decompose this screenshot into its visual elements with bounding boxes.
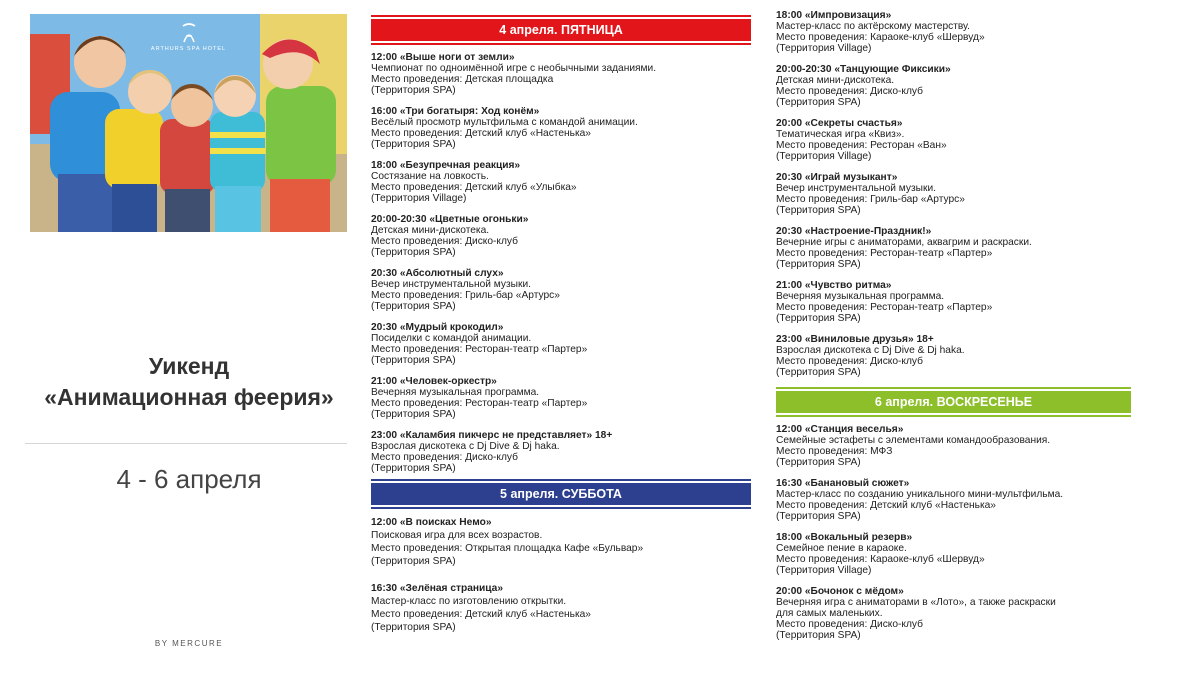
- hotel-logo-text: ARTHURS SPA HOTEL: [150, 46, 227, 52]
- event-item: 16:00 «Три богатыря: Ход конём» Весёлый просмотр мультфильма с командой анимации. Место проведения: Детский клуб «Настенька» (Территория SPA): [371, 106, 638, 150]
- schedule-column-2: [776, 10, 1131, 651]
- day-label: 5 апреля. СУББОТА: [371, 483, 751, 505]
- event-item: 21:00 «Чувство ритма» Вечерняя музыкальная программа. Место проведения: Ресторан-театр «Партер» (Территория SPA): [776, 280, 993, 324]
- event-item: 12:00 «В поисках Немо» Поисковая игра для всех возрастов. Место проведения: Открытая площадка Кафе «Бульвар» (Территория SPA): [371, 517, 644, 567]
- event-item: 20:00 «Секреты счастья» Тематическая игра «Квиз». Место проведения: Ресторан «Ван» (Территория Village): [776, 118, 947, 162]
- event-item: 23:00 «Каламбия пикчерс не представляет» 18+ Взрослая дискотека с Dj Dive & Dj haka. Место проведения: Диско-клуб (Территория SPA): [371, 430, 613, 474]
- hotel-logo-icon: [181, 22, 197, 44]
- title-line-1: Уикенд: [148, 353, 230, 379]
- event-item: 20:30 «Настроение-Праздник!» Вечерние игры с аниматорами, аквагрим и раскраски. Место проведения: Ресторан-театр «Партер» (Территория SPA): [776, 226, 1032, 270]
- schedule-column-1: [371, 14, 751, 644]
- event-item: 20:00-20:30 «Цветные огоньки» Детская мини-дискотека. Место проведения: Диско-клуб (Территория SPA): [371, 214, 529, 258]
- event-item: 16:30 «Зелёная страница» Мастер-класс по изготовлению открытки. Место проведения: Детский клуб «Настенька» (Территория SPA): [371, 583, 591, 633]
- title-divider: [25, 443, 347, 444]
- event-item: 16:30 «Банановый сюжет» Мастер-класс по созданию уникального мини-мультфильма. Место проведения: Детский клуб «Настенька» (Территория SPA): [776, 478, 1064, 522]
- day-banner-friday: [371, 14, 751, 46]
- event-item: 20:30 «Абсолютный слух» Вечер инструментальной музыки. Место проведения: Гриль-бар «Артурс» (Территория SPA): [371, 268, 560, 312]
- event-item: 20:30 «Мудрый крокодил» Посиделки с командой анимации. Место проведения: Ресторан-театр «Партер» (Территория SPA): [371, 322, 588, 366]
- day-label: 6 апреля. ВОСКРЕСЕНЬЕ: [776, 391, 1131, 413]
- page-title: [20, 351, 358, 413]
- day-banner-saturday: [371, 478, 751, 510]
- event-item: 23:00 «Виниловые друзья» 18+ Взрослая дискотека с Dj Dive & Dj haka. Место проведения: Диско-клуб (Территория SPA): [776, 334, 965, 378]
- day-banner-sunday: [776, 386, 1131, 418]
- title-line-2: «Анимационная феерия»: [44, 384, 334, 410]
- event-dates: 4 - 6 апреля: [116, 464, 262, 494]
- event-item: 18:00 «Безупречная реакция» Состязание на ловкость. Место проведения: Детский клуб «Улыбка» (Территория Village): [371, 160, 577, 204]
- event-item: 20:00-20:30 «Танцующие Фиксики» Детская мини-дискотека. Место проведения: Диско-клуб (Территория SPA): [776, 64, 951, 108]
- brand-footer: BY MERCURE: [154, 639, 224, 648]
- event-item: 20:00 «Бочонок с мёдом» Вечерняя игра с аниматорами в «Лото», а также раскраски для самых маленьких. Место проведения: Диско-клуб (Территория SPA): [776, 586, 1056, 641]
- day-label: 4 апреля. ПЯТНИЦА: [371, 19, 751, 41]
- event-item: 12:00 «Выше ноги от земли» Чемпионат по одноимённой игре с необычными заданиями. Место проведения: Детская площадка (Территория SPA): [371, 52, 657, 96]
- event-item: 12:00 «Станция веселья» Семейные эстафеты с элементами командообразования. Место проведения: МФЗ (Территория SPA): [776, 424, 1051, 468]
- event-item: 20:30 «Играй музыкант» Вечер инструментальной музыки. Место проведения: Гриль-бар «Артурс» (Территория SPA): [776, 172, 965, 216]
- event-item: 21:00 «Человек-оркестр» Вечерняя музыкальная программа. Место проведения: Ресторан-театр «Партер» (Территория SPA): [371, 376, 588, 420]
- event-item: 18:00 «Вокальный резерв» Семейное пение в караоке. Место проведения: Караоке-клуб «Шервуд» (Территория Village): [776, 532, 985, 576]
- event-item: 18:00 «Импровизация» Мастер-класс по актёрскому мастерству. Место проведения: Караоке-клуб «Шервуд» (Территория Village): [776, 10, 985, 54]
- children-photo: [30, 14, 347, 232]
